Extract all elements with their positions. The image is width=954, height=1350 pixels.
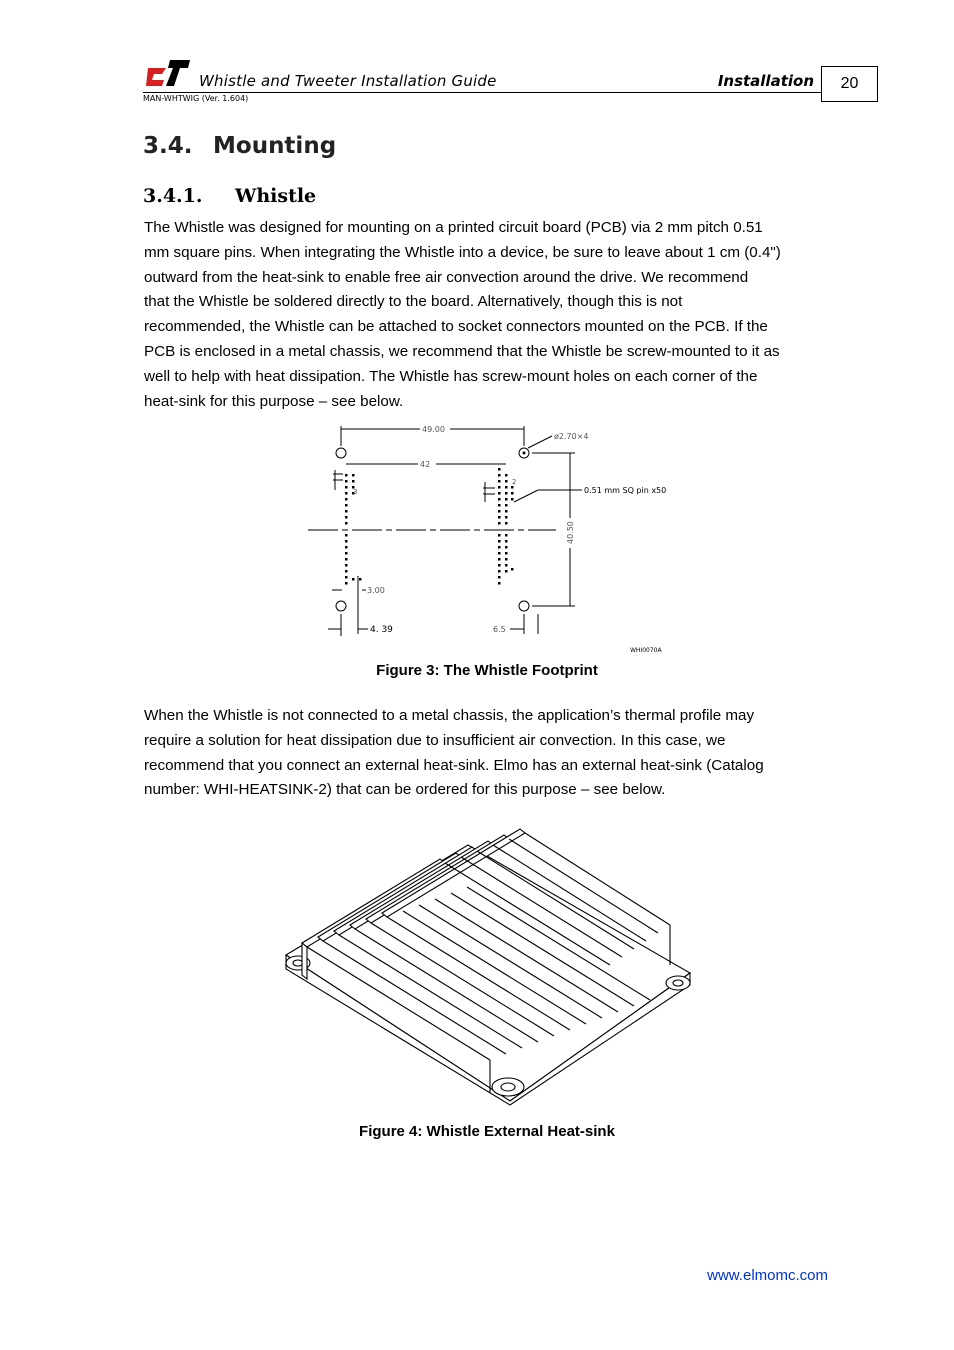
website-link[interactable]: www.elmomc.com	[707, 1267, 828, 1284]
document-title: Whistle and Tweeter Installation Guide	[199, 72, 497, 90]
paragraph-mounting	[144, 216, 834, 414]
text-line: recommended, the Whistle can be attached to socket connectors mounted on the PCB. If the	[144, 318, 768, 336]
text-line: well to help with heat dissipation. The Whistle has screw-mount holes on each corner of the	[144, 367, 758, 385]
text-line: outward from the heat-sink to enable free air convection around the drive. We recommend	[144, 268, 749, 286]
text-line: heat-sink for this purpose – see below.	[144, 392, 404, 410]
heatsink-figure	[280, 825, 700, 1114]
dim-bottom-offset: 4. 39	[370, 625, 393, 635]
text-line: recommend that you connect an external heat-sink. Elmo has an external heat-sink (Catalog	[144, 756, 764, 774]
dim-small-b: 2	[512, 478, 517, 486]
text-line: require a solution for heat dissipation due to insufficient air convection. In this case, we	[144, 731, 726, 749]
dim-pin-span: 42	[420, 460, 431, 469]
text-line: that the Whistle be soldered directly to the board. Alternatively, though this is not	[144, 293, 683, 311]
text-line: The Whistle was designed for mounting on a printed circuit board (PCB) via 2 mm pitch 0.51	[144, 219, 763, 236]
figure-caption-footprint: Figure 3: The Whistle Footprint	[376, 662, 598, 679]
document-version: MAN-WHTWIG (Ver. 1.604)	[143, 94, 249, 103]
text-line: PCB is enclosed in a metal chassis, we recommend that the Whistle be screw-mounted to it as	[144, 342, 780, 360]
section-title: Mounting	[213, 133, 337, 159]
drawing-code: WHI0070A	[630, 647, 662, 654]
subsection-number: 3.4.1.	[143, 185, 203, 207]
subsection-title: Whistle	[235, 185, 317, 207]
paragraph-heatsink	[144, 704, 834, 803]
dim-width-overall: 49.00	[422, 425, 445, 434]
dim-edge-offset: 3.00	[367, 586, 385, 595]
dim-right-offset: 6.5	[493, 625, 506, 634]
whistle-footprint-figure	[300, 418, 680, 662]
dim-pin-spec: 0.51 mm SQ pin x50	[584, 486, 667, 495]
elmo-logo	[146, 58, 190, 92]
dim-height-overall: 40.50	[566, 521, 575, 544]
subsection-heading	[143, 185, 316, 207]
figure-caption-heatsink: Figure 4: Whistle External Heat-sink	[359, 1123, 615, 1140]
header-rule	[143, 92, 821, 93]
header-section-label: Installation	[717, 72, 814, 90]
text-line: mm square pins. When integrating the Whistle into a device, be sure to leave about 1 cm (0.4")	[144, 243, 781, 261]
text-line: number: WHI-HEATSINK-2) that can be ordered for this purpose – see below.	[144, 781, 666, 799]
section-number: 3.4.	[143, 133, 193, 159]
dim-small-a: 3	[353, 488, 358, 496]
text-line: When the Whistle is not connected to a metal chassis, the application’s thermal profile may	[144, 707, 755, 724]
section-heading	[143, 133, 336, 159]
page-number: 20	[821, 66, 878, 102]
dim-hole-spec: ø2.70×4	[554, 432, 589, 441]
